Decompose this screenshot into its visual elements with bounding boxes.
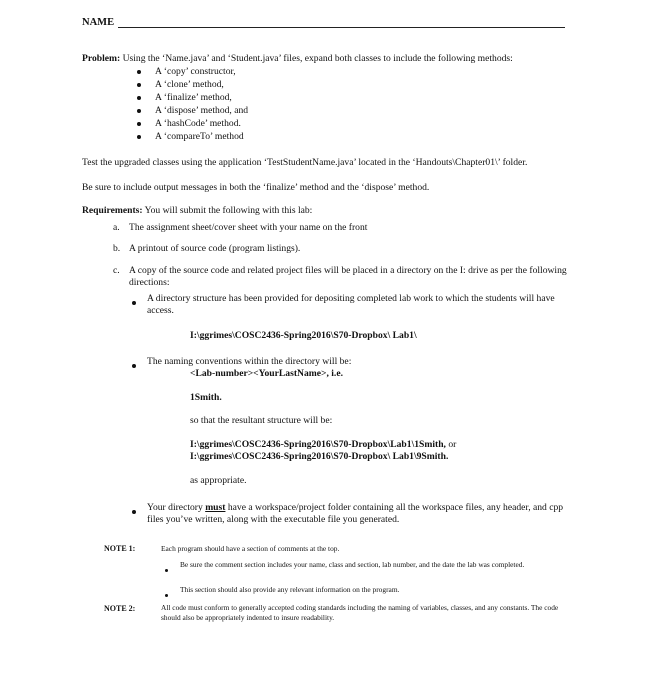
bullet-icon (137, 96, 141, 100)
naming-convention: <Lab-number><YourLastName>, i.e. (190, 368, 343, 379)
workspace-requirement: Your directory must have a workspace/project folder containing all the workspace files, any header, and cpp files you’ve written, along with the executable file you generated. (147, 502, 564, 526)
requirement-marker: b. (113, 243, 121, 254)
naming-convention-intro: The naming conventions within the directory will be: (147, 356, 352, 367)
requirements-label: Requirements: (82, 205, 143, 216)
list-item: A ‘compareTo’ method (137, 131, 244, 143)
naming-example: 1Smith. (190, 392, 222, 403)
note-2-text: All code must conform to generally accepted coding standards including the naming of variables, classes, and any constants. The code should also be appropriately indented to insure readability. (161, 603, 559, 622)
requirement-text: A copy of the source code and related project files will be placed in a directory on the I: drive as per the following directions: (129, 265, 567, 289)
note-1-label: NOTE 1: (104, 544, 136, 553)
requirement-text: A printout of source code (program listings). (129, 243, 301, 254)
result-intro: so that the resultant structure will be: (190, 415, 333, 426)
list-item: A ‘finalize’ method, (137, 92, 232, 104)
bullet-icon (132, 364, 136, 368)
requirements-intro: You will submit the following with this lab: (144, 205, 313, 216)
bullet-icon (137, 83, 141, 87)
emphasis-must: must (205, 502, 226, 513)
name-line (118, 27, 565, 28)
requirements-heading (82, 205, 312, 217)
bullet-icon (137, 70, 141, 74)
bullet-icon (132, 301, 136, 305)
output-instructions: Be sure to include output messages in both the ‘finalize’ method and the ‘dispose’ method. (82, 182, 430, 193)
directory-structure-note: A directory structure has been provided for depositing completed lab work to which the students will have access. (147, 293, 555, 317)
bullet-icon (165, 569, 168, 572)
list-item: A ‘dispose’ method, and (137, 105, 248, 117)
name-label: NAME (82, 17, 115, 28)
result-path-1: I:\ggrimes\COSC2436-Spring2016\S70-Dropbox\Lab1\1Smith, or (190, 439, 457, 450)
test-instructions: Test the upgraded classes using the application ‘TestStudentName.java’ located in the ‘Handouts\Chapter01\’ folder. (82, 157, 528, 168)
problem-statement (82, 53, 513, 65)
note-1-bullet: This section should also provide any relevant information on the program. (180, 585, 400, 594)
bullet-icon (137, 109, 141, 113)
result-path-2: I:\ggrimes\COSC2436-Spring2016\S70-Dropbox\ Lab1\9Smith. (190, 451, 449, 462)
note-2-label: NOTE 2: (104, 604, 136, 613)
directory-path: I:\ggrimes\COSC2436-Spring2016\S70-Dropbox\ Lab1\ (190, 330, 417, 341)
list-item: A ‘hashCode’ method. (137, 118, 241, 130)
bullet-icon (137, 135, 141, 139)
list-item: A ‘clone’ method, (137, 79, 224, 91)
note-1-bullet: Be sure the comment section includes your name, class and section, lab number, and the date the lab was completed. (180, 560, 525, 569)
note-1-text: Each program should have a section of comments at the top. (161, 544, 340, 553)
bullet-icon (132, 510, 136, 514)
as-appropriate: as appropriate. (190, 475, 247, 486)
requirement-marker: a. (113, 222, 120, 233)
bullet-icon (137, 122, 141, 126)
bullet-icon (165, 594, 168, 597)
problem-label: Problem: (82, 53, 121, 64)
list-item: A ‘copy’ constructor, (137, 66, 236, 78)
requirement-text: The assignment sheet/cover sheet with your name on the front (129, 222, 368, 233)
requirement-marker: c. (113, 265, 120, 276)
problem-text: Using the ‘Name.java’ and ‘Student.java’ files, expand both classes to include the following methods: (122, 53, 513, 64)
